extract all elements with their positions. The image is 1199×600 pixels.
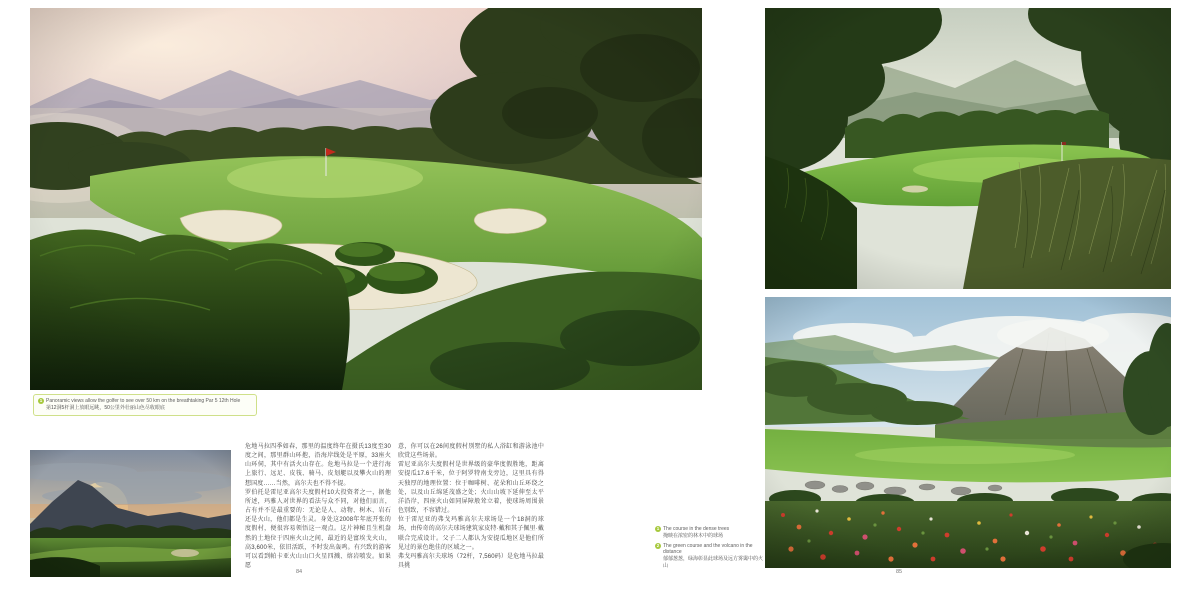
paragraph: 雷尼亚高尔夫度假村是世界级的豪华度假胜地，距离安提瓜17.6千米，位于阿罗特南戈旁边，这里具有得天独厚的地理位置：位于咖啡树、花朵和山丘环绕之处，以及山丘绵延茂盛之处；火山山坡下延伸至太平洋沿岸，四座火山如同屏障般耸立着，使球场周围景色别致，不容错过。 [398,462,544,515]
hero-caption-en: Panoramic views allow the golfer to see over 50 km on the breathtaking Par 5 12th Hole [46,398,241,404]
paragraph: 弗戈玛雅高尔夫球场（72杆，7,560码）是危地马拉最具挑 [398,553,544,570]
hero-photo-art [30,8,702,390]
dusk-volcano-photo [30,450,231,577]
caption-zh: 郁郁葱葱，绿海彰显此球场及远方雾霭中的火山 [663,556,764,569]
body-column-2 [398,443,544,571]
caption-en: The green course and the volcano in the distance [663,542,753,556]
caption-en: The course in the dense trees [663,526,730,532]
volcano-course-photo [765,297,1171,568]
body-column-1 [245,443,391,571]
hero-caption [33,394,257,416]
paragraph: 罗伯托是雷尼亚高尔夫度假村10大投资者之一，据他所述，玛雅人对世界的看法与众不同，对他们而言，占有并不是最重要的：无论是人、动物、树木、岩石还是火山，他们都是生灵。身处这2008年年底开张的度假村，便很容易领悟这一观点。这片神秘且生机盎然的土地位于四座火山之间，最近的是富埃戈火山，高3,600米，依旧活跃，不时发出轰鸣。有兴致的游客可以看到帕卡亚火山山口火星四溅、熔岩喷发。如果愿 [245,489,391,570]
dusk-photo-art [30,450,231,577]
left-page-number: 84 [295,569,303,575]
right-page-number: 85 [895,569,903,575]
caption-marker-icon: 1 [39,398,43,403]
paragraph: 位于雷尼亚的弗戈玛雅高尔夫球场是一个18洞的球场，由传奇的高尔夫球场建筑家皮特·戴和其子佩里·戴联合完成设计。父子二人都认为安提瓜地区是他们所见过的景色绝佳的区域之一。 [398,517,544,551]
right-captions [655,526,763,573]
caption-entry [655,526,763,540]
paragraph: 意，你可以在26间度假村别墅的私人浴缸和游泳池中欣赏这些场景。 [398,444,544,460]
hero-photo [30,8,702,390]
volcano-photo-art [765,297,1171,568]
paragraph: 危地马拉四季如春，那里的温度终年在摄氏13度至30度之间，那里群山环抱，沿海岸线处是平原，33座火山环伺，其中有活火山存在。危地马拉是一个进行海上旅行、远足、皮筏、骑马、皮划艇以及攀火山的理想国度……当然，高尔夫也不得不提。 [245,444,391,487]
caption-marker-icon: 2 [656,542,660,548]
caption-zh: 掩映在浓密的林木中的球场 [663,532,724,539]
hero-caption-zh: 第12洞5杆洞上放眼远眺，50公里外壮丽山色尽收眼底 [46,405,165,411]
forest-course-photo [765,8,1171,289]
caption-entry [655,543,763,570]
caption-marker-icon: 1 [656,526,660,531]
forest-photo-art [765,8,1171,289]
